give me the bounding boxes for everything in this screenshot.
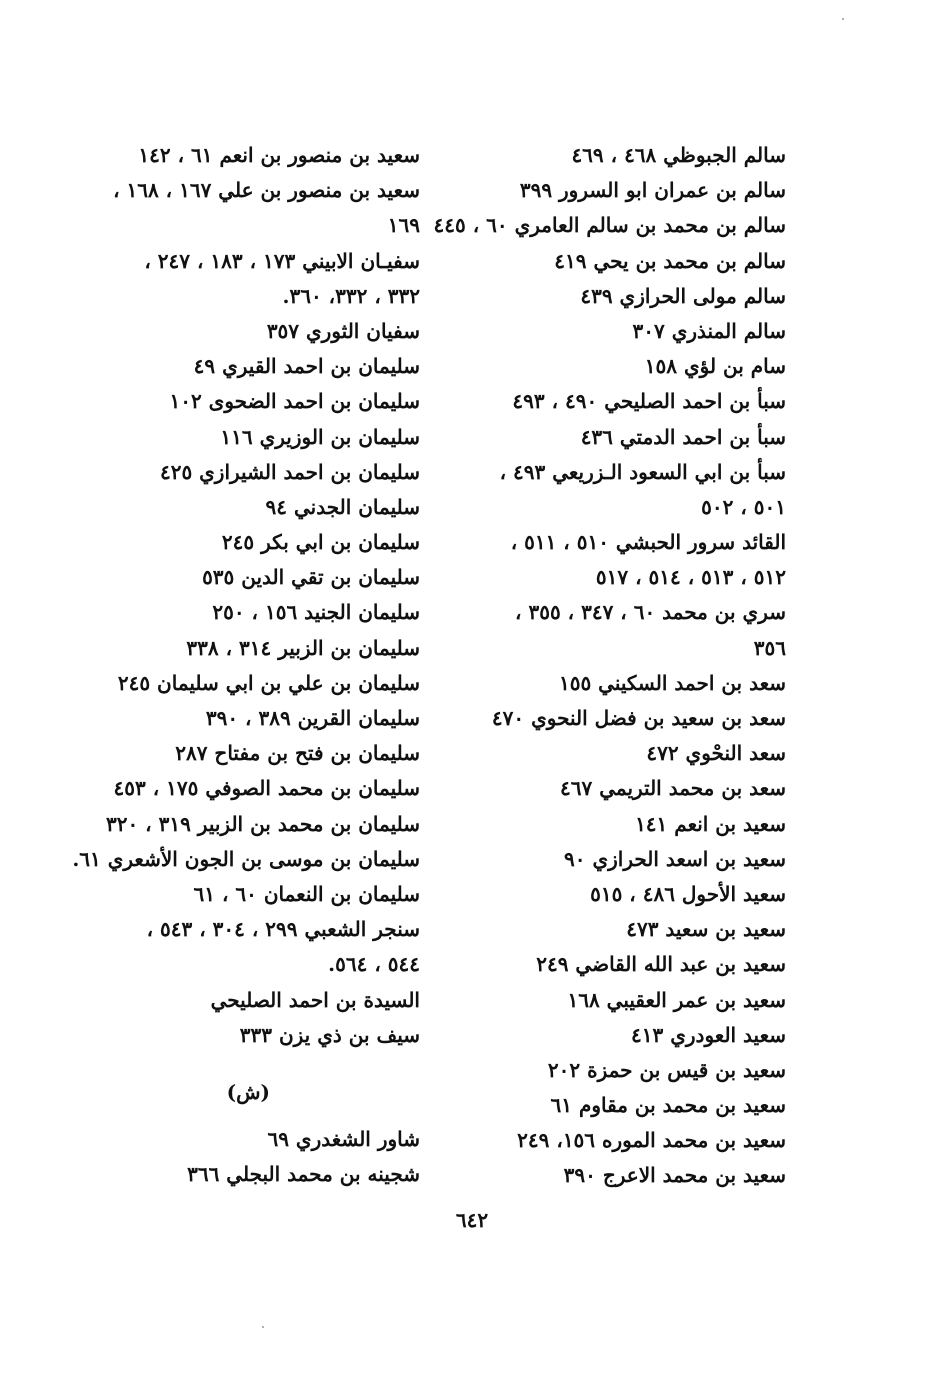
index-entry: سام بن لؤي ١٥٨ — [644, 354, 786, 379]
index-entry: سعيد بن منصور بن علي ١٦٧ ، ١٦٨ ، — [113, 178, 420, 203]
index-entry: سعيد بن سعيد ٤٧٣ — [626, 917, 786, 942]
index-entry-continuation: ٣٥٦ — [753, 635, 786, 660]
index-entry: سليمان بن الزبير ٣١٤ ، ٣٣٨ — [186, 635, 420, 660]
index-entry: سعد النحْوي ٤٧٢ — [646, 741, 786, 766]
index-entry: سعيد بن قيس بن حمزة ٢٠٢ — [547, 1057, 786, 1082]
index-column-left — [72, 138, 420, 1192]
index-entry: سليمان الجدني ٩٤ — [265, 494, 420, 519]
page-number: ٦٤٢ — [455, 1208, 489, 1232]
index-entry: سعيد الأحول ٤٨٦ ، ٥١٥ — [590, 881, 786, 906]
index-entry: سعد بن محمد التريمي ٤٦٧ — [560, 776, 786, 801]
index-entry: سليمان بن فتح بن مفتاح ٢٨٧ — [175, 741, 420, 766]
index-entry: سليمان بن الوزيري ١١٦ — [220, 424, 420, 449]
index-entry: سيف بن ذي يزن ٣٣٣ — [239, 1022, 420, 1047]
index-entry: شاور الشغدري ٦٩ — [267, 1127, 420, 1152]
index-entry: سعد بن احمد السكيني ١٥٥ — [558, 670, 786, 695]
index-entry-continuation: ٥١٢ ، ٥١٣ ، ٥١٤ ، ٥١٧ — [595, 565, 786, 590]
index-entry: سليمان بن النعمان ٦٠ ، ٦١ — [193, 881, 420, 906]
index-entry: سعيد بن محمد بن مقاوم ٦١ — [550, 1093, 786, 1118]
index-entry: سعد بن سعيد بن فضل النحوي ٤٧٠ — [491, 706, 786, 730]
index-entry: القائد سرور الحبشي ٥١٠ ، ٥١١ ، — [510, 530, 786, 555]
index-entry: سعيد بن عمر العقيبي ١٦٨ — [567, 987, 786, 1012]
section-spacer — [100, 1110, 420, 1122]
index-entry: سفيـان الابيني ١٧٣ ، ١٨٣ ، ٢٤٧ ، — [144, 248, 420, 273]
index-entry: سعيد بن محمد الاعرج ٣٩٠ — [563, 1163, 786, 1188]
section-spacer — [100, 1053, 420, 1075]
index-entry: شجينه بن محمد البجلي ٣٦٦ — [187, 1162, 420, 1187]
index-entry: سالم المنذري ٣٠٧ — [632, 318, 786, 343]
index-entry: سليمان بن محمد بن الزبير ٣١٩ ، ٣٢٠ — [105, 811, 420, 836]
index-entry: سري بن محمد ٦٠ ، ٣٤٧ ، ٣٥٥ ، — [515, 600, 786, 625]
index-entry: سليمان القرين ٣٨٩ ، ٣٩٠ — [205, 706, 420, 730]
index-entry: سعيد بن انعم ١٤١ — [635, 811, 786, 836]
index-entry: سالم بن عمران ابو السرور ٣٩٩ — [519, 178, 786, 203]
index-entry: سليمان بن تقي الدين ٥٣٥ — [202, 565, 420, 590]
scan-speck — [262, 1326, 264, 1328]
index-entry: سالم الجبوظي ٤٦٨ ، ٤٦٩ — [571, 143, 786, 167]
index-entry: سفيان الثوري ٣٥٧ — [266, 318, 420, 343]
index-entry: سالم مولى الحرازي ٤٣٩ — [580, 283, 786, 308]
section-heading: (ش) — [226, 1079, 270, 1104]
index-entry-continuation: ٥٠١ ، ٥٠٢ — [701, 494, 786, 519]
index-entry-continuation: ١٦٩ — [387, 213, 420, 238]
index-column-right — [433, 138, 786, 1194]
index-entry: سعيد بن عبد الله القاضي ٢٤٩ — [536, 952, 786, 977]
index-entry: سليمان بن احمد الضحوى ١٠٢ — [169, 389, 420, 414]
scan-speck — [842, 18, 844, 20]
index-entry: سليمان بن احمد الشيرازي ٤٢٥ — [159, 459, 420, 484]
index-entry: سعيد بن منصور بن انعم ٦١ ، ١٤٢ — [138, 143, 420, 167]
index-entry: سبأ بن احمد الدمتي ٤٣٦ — [580, 424, 786, 449]
index-entry: سليمان بن احمد القيري ٤٩ — [193, 354, 420, 379]
index-entry-continuation: ٥٤٤ ، ٥٦٤. — [328, 952, 420, 977]
index-entry: سعيد بن اسعد الحرازي ٩٠ — [564, 846, 786, 871]
index-entry: سالم بن محمد بن سالم العامري ٦٠ ، ٤٤٥ — [433, 213, 786, 238]
index-entry: سليمان بن علي بن ابي سليمان ٢٤٥ — [117, 670, 420, 695]
index-entry: سبأ بن ابي السعود الـزريعي ٤٩٣ ، — [499, 459, 786, 484]
index-entry: سالم بن محمد بن يحي ٤١٩ — [554, 248, 786, 273]
index-entry: السيدة بن احمد الصليحي — [210, 987, 420, 1012]
index-entry: سعيد العودري ٤١٣ — [631, 1022, 786, 1047]
index-entry-continuation: ٣٣٢ ، ٣٣٢، ٣٦٠. — [282, 283, 420, 308]
index-entry: سليمان الجنيد ١٥٦ ، ٢٥٠ — [212, 600, 420, 625]
index-entry: سليمان بن موسى بن الجون الأشعري ٦١. — [72, 846, 420, 871]
index-entry: سنجر الشعبي ٢٩٩ ، ٣٠٤ ، ٥٤٣ ، — [146, 917, 420, 942]
index-entry: سعيد بن محمد الموره ١٥٦، ٢٤٩ — [517, 1128, 786, 1153]
index-entry: سليمان بن محمد الصوفي ١٧٥ ، ٤٥٣ — [113, 776, 420, 801]
index-entry: سليمان بن ابي بكر ٢٤٥ — [221, 530, 420, 555]
index-entry: سبأ بن احمد الصليحي ٤٩٠ ، ٤٩٣ — [512, 389, 786, 414]
